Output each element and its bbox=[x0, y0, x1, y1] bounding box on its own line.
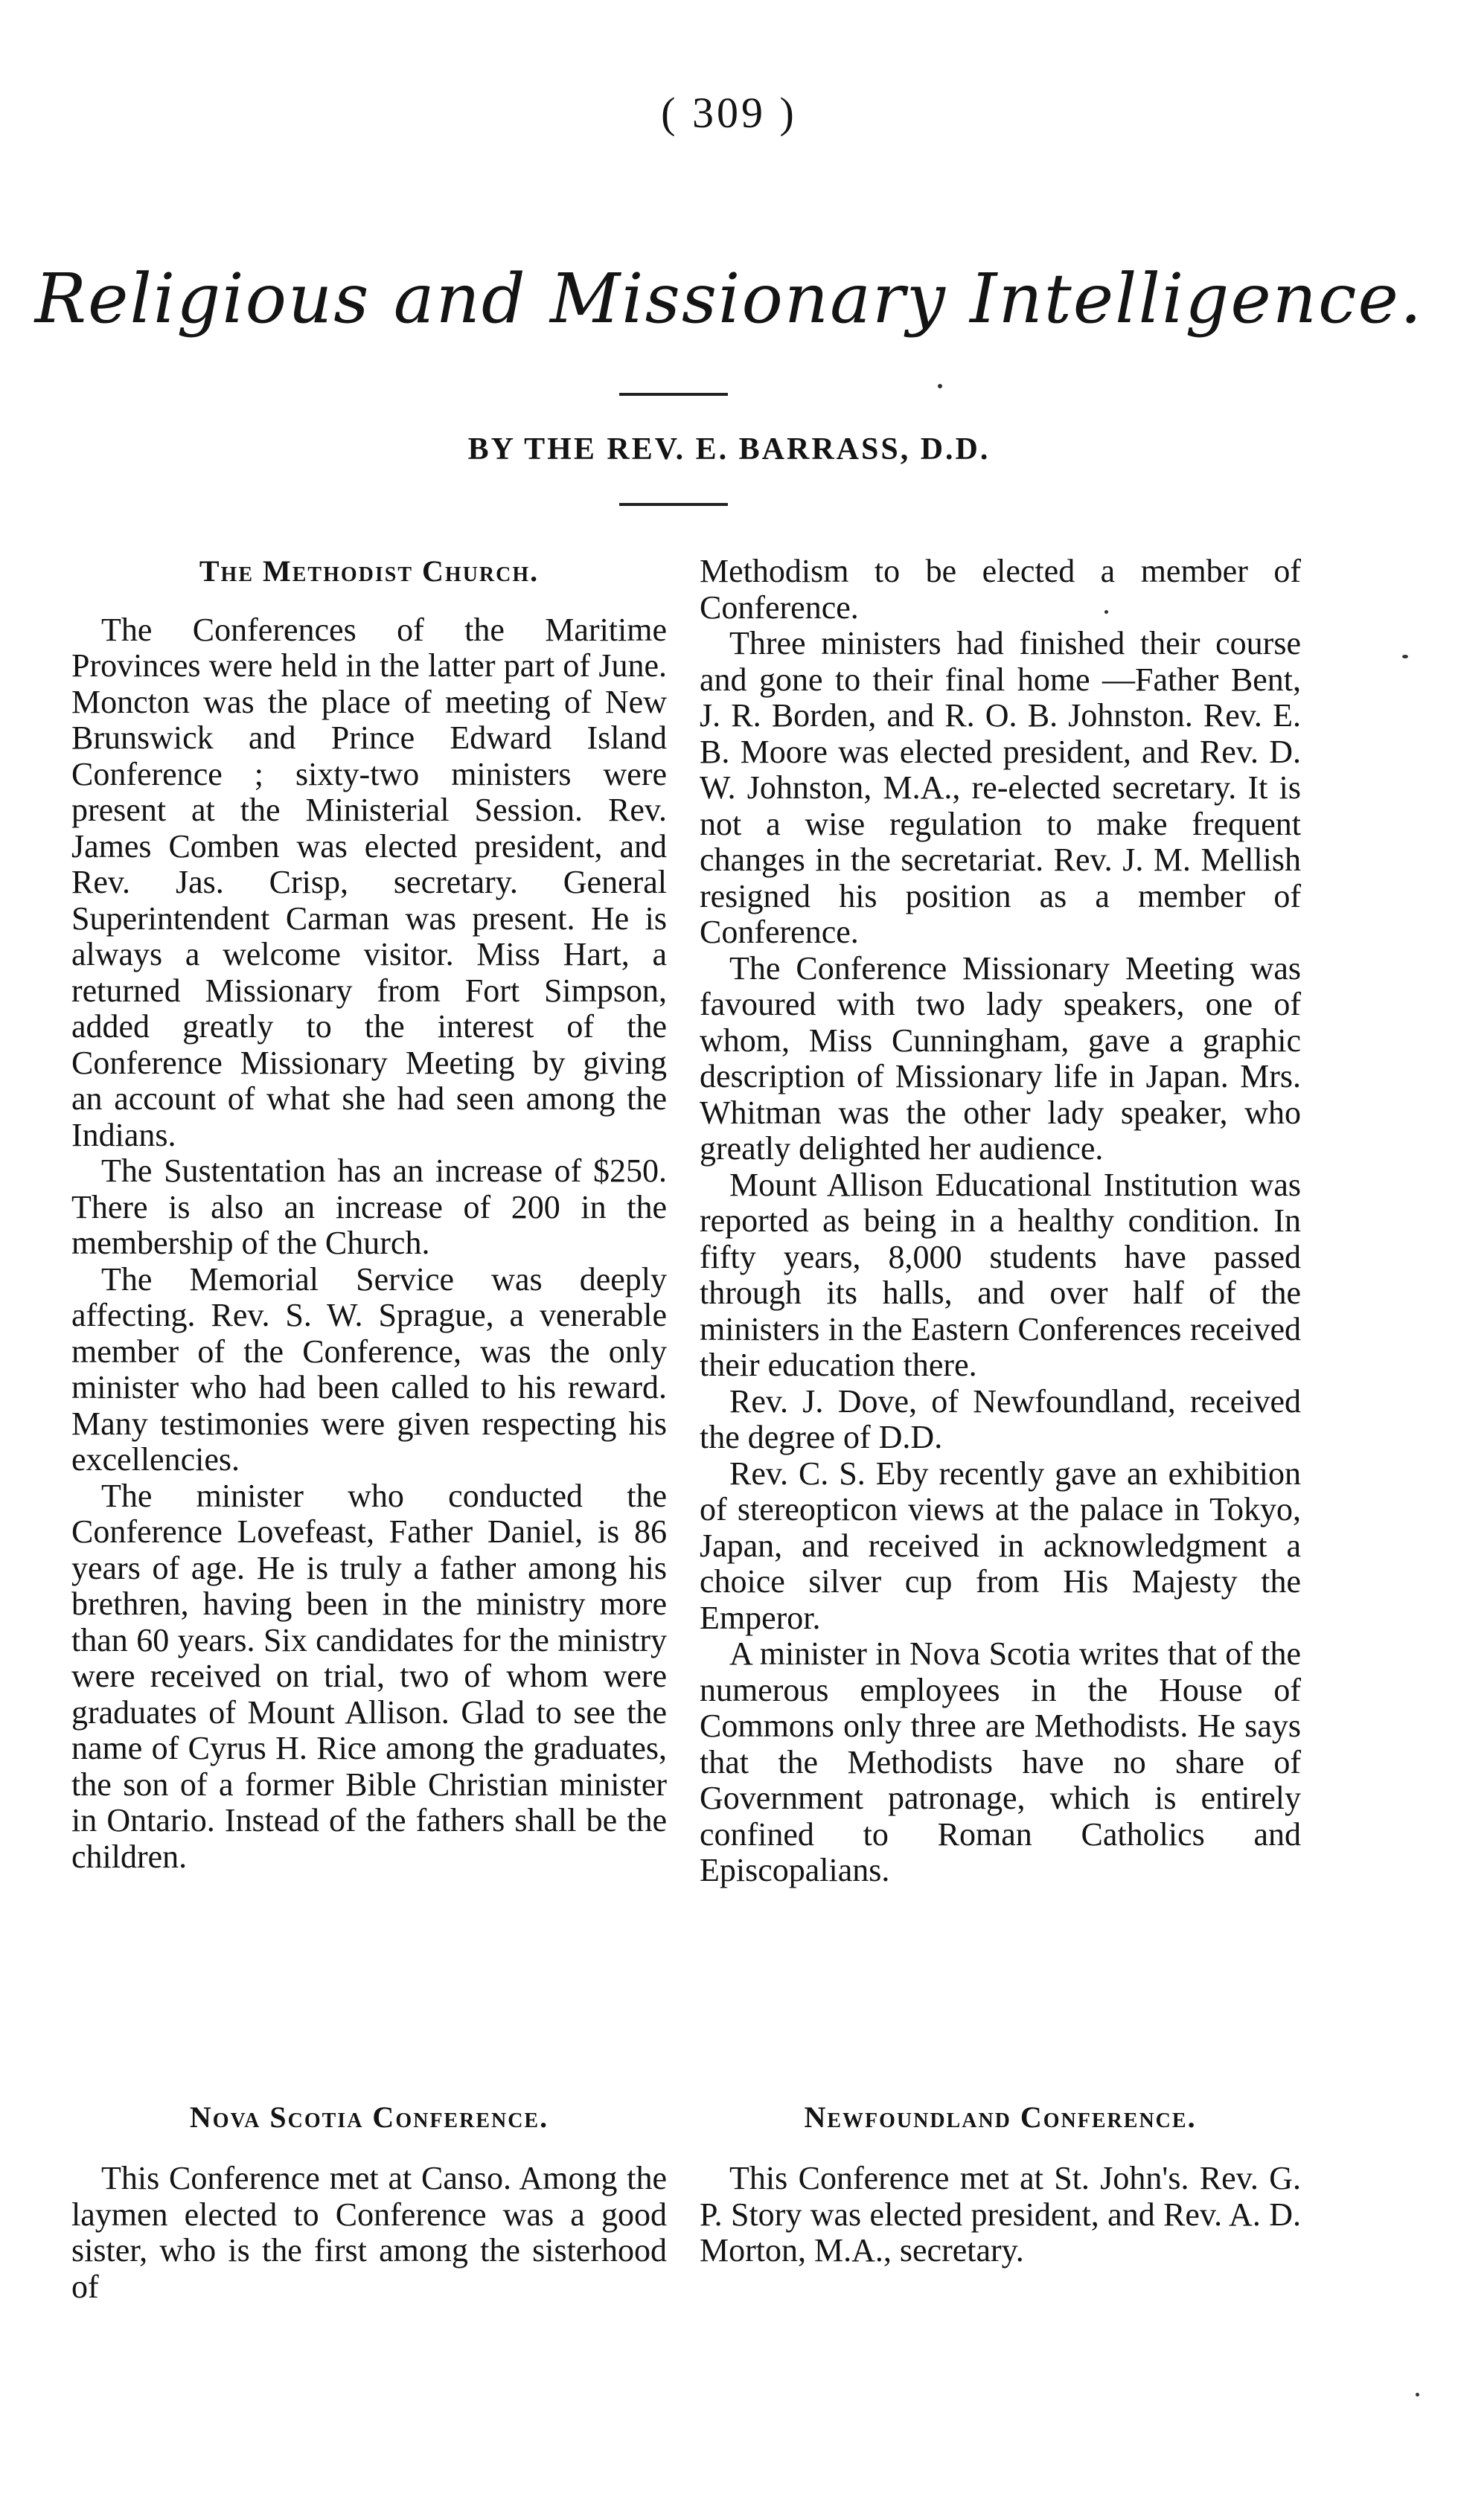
right-column bbox=[700, 554, 1301, 1889]
newfoundland-section bbox=[700, 2161, 1301, 2269]
print-speck bbox=[1402, 655, 1408, 658]
paragraph: This Conference met at Canso. Among the laymen elected to Conference was a good sister, who is the first among the sisterhood of bbox=[71, 2160, 667, 2305]
section-heading-newfoundland: Newfoundland Conference. bbox=[804, 2100, 1197, 2134]
print-speck bbox=[1416, 2393, 1419, 2396]
page-title: Religious and Missionary Intelligence. bbox=[34, 259, 1424, 339]
section-heading-methodist-church: The Methodist Church. bbox=[199, 554, 540, 588]
left-column bbox=[71, 554, 667, 1875]
paragraph: A minister in Nova Scotia writes that of the numerous employees in the House of Commons only three are Methodists. He says that the Methodists have no share of Government patronage, which is entirely confined to Roman Catholics and Episcopalians. bbox=[700, 1635, 1301, 1888]
paragraph: The Sustentation has an increase of $250. There is also an increase of 200 in the membership of the Church. bbox=[71, 1152, 667, 1261]
section-heading-nova-scotia: Nova Scotia Conference. bbox=[189, 2100, 549, 2134]
paragraph: The minister who conducted the Conference Lovefeast, Father Daniel, is 86 years of age. He is truly a father among his brethren, having been in the ministry more than 60 years. Six candidates for the ministry were received on trial, two of whom were graduates of Mount Allison. Glad to see the name of Cyrus H. Rice among the graduates, the son of a former Bible Christian minister in Ontario. Instead of the fathers shall be the children. bbox=[71, 1477, 667, 1875]
author-byline: BY THE REV. E. BARRASS, D.D. bbox=[467, 432, 991, 467]
paragraph: This Conference met at St. John's. Rev. G. P. Story was elected president, and Rev. A. D. Morton, M.A., secretary. bbox=[700, 2160, 1301, 2269]
paragraph: The Memorial Service was deeply affecting. Rev. S. W. Sprague, a venerable member of the Conference, was the only minister who had been called to his reward. Many testimonies were given respecting his excellencies. bbox=[71, 1260, 667, 1478]
byline-rule-bottom bbox=[619, 503, 728, 506]
paragraph: The Conference Missionary Meeting was favoured with two lady speakers, one of whom, Miss Cunningham, gave a graphic description of Missionary life in Japan. Mrs. Whitman was the other lady speaker, who greatly delighted her audience. bbox=[700, 949, 1301, 1167]
print-speck bbox=[938, 384, 942, 388]
page-number: ( 309 ) bbox=[661, 89, 797, 137]
paragraph: The Conferences of the Maritime Provinces were held in the latter part of June. Moncton was the place of meeting of New Brunswick and Prince Edward Island Conference ; sixty-two ministers were present at the Ministerial Session. Rev. James Comben was elected president, and Rev. Jas. Crisp, secretary. General Superintendent Carman was present. He is always a welcome visitor. Miss Hart, a returned Missionary from Fort Simpson, added greatly to the interest of the Conference Missionary Meeting by giving an account of what she had seen among the Indians. bbox=[71, 611, 667, 1153]
paragraph: Rev. C. S. Eby recently gave an exhibition of stereopticon views at the palace in Tokyo, Japan, and received in acknowledgment a choice silver cup from His Majesty the Emperor. bbox=[700, 1455, 1301, 1636]
nova-scotia-section bbox=[71, 2161, 667, 2305]
paragraph: Three ministers had finished their course and gone to their final home —Father Bent, J. R. Borden, and R. O. B. Johnston. Rev. E. B. Moore was elected president, and Rev. D. W. Johnston, M.A., re-elected secretary. It is not a wise regulation to make frequent changes in the secretariat. Rev. J. M. Mellish resigned his position as a member of Conference. bbox=[700, 625, 1301, 950]
paragraph: Mount Allison Educational Institution was reported as being in a healthy condition. In fifty years, 8,000 students have passed through its halls, and over half of the ministers in the Eastern Conferences received their education there. bbox=[700, 1166, 1301, 1383]
paragraph: Rev. J. Dove, of Newfoundland, received the degree of D.D. bbox=[700, 1382, 1301, 1455]
paragraph-continued: Methodism to be elected a member of Conference. bbox=[700, 553, 1301, 626]
title-rule-top bbox=[619, 393, 728, 396]
print-speck bbox=[1104, 610, 1108, 614]
